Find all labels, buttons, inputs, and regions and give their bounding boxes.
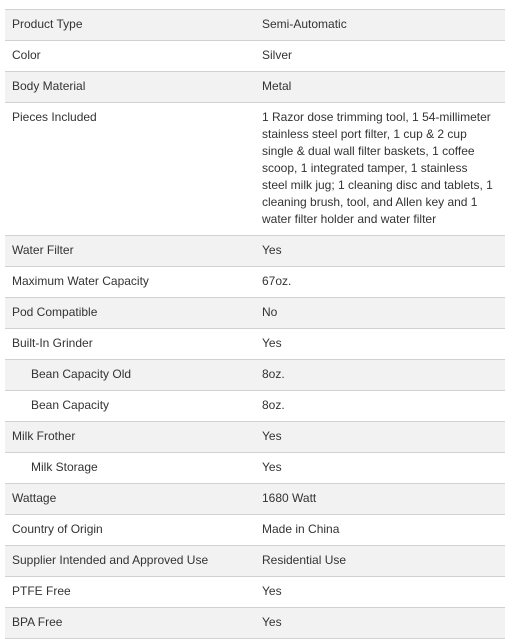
spec-value: 67oz.	[256, 267, 505, 298]
spec-row-max-water-capacity	[5, 267, 505, 298]
spec-row-pieces-included	[5, 103, 505, 236]
spec-label: Pod Compatible	[5, 298, 256, 329]
spec-label: Maximum Water Capacity	[5, 267, 256, 298]
spec-label: BPA Free	[5, 608, 256, 639]
spec-row-bean-capacity	[5, 391, 505, 422]
spec-row-product-type	[5, 10, 505, 41]
spec-label: PTFE Free	[5, 577, 256, 608]
spec-label: Bean Capacity	[5, 391, 256, 422]
spec-value: Semi-Automatic	[256, 10, 505, 41]
spec-label: Body Material	[5, 72, 256, 103]
spec-label: Milk Frother	[5, 422, 256, 453]
spec-value: 1680 Watt	[256, 484, 505, 515]
spec-value: Metal	[256, 72, 505, 103]
spec-label: Milk Storage	[5, 453, 256, 484]
spec-row-milk-frother	[5, 422, 505, 453]
spec-row-country-of-origin	[5, 515, 505, 546]
spec-label: Color	[5, 41, 256, 72]
spec-value: No	[256, 298, 505, 329]
spec-value: Yes	[256, 453, 505, 484]
spec-value: Made in China	[256, 515, 505, 546]
spec-label: Bean Capacity Old	[5, 360, 256, 391]
spec-label: Country of Origin	[5, 515, 256, 546]
spec-row-milk-storage	[5, 453, 505, 484]
spec-row-built-in-grinder	[5, 329, 505, 360]
spec-value: Yes	[256, 608, 505, 639]
spec-label: Pieces Included	[5, 103, 256, 236]
spec-row-wattage	[5, 484, 505, 515]
spec-row-bean-capacity-old	[5, 360, 505, 391]
spec-row-water-filter	[5, 236, 505, 267]
spec-row-intended-use	[5, 546, 505, 577]
spec-value: Silver	[256, 41, 505, 72]
specifications-table	[5, 9, 505, 639]
spec-label: Supplier Intended and Approved Use	[5, 546, 256, 577]
spec-row-bpa-free	[5, 608, 505, 639]
spec-value: Residential Use	[256, 546, 505, 577]
spec-value: 8oz.	[256, 391, 505, 422]
spec-row-ptfe-free	[5, 577, 505, 608]
spec-label: Product Type	[5, 10, 256, 41]
spec-row-pod-compatible	[5, 298, 505, 329]
spec-label: Wattage	[5, 484, 256, 515]
spec-row-color	[5, 41, 505, 72]
spec-value: Yes	[256, 236, 505, 267]
spec-value: 1 Razor dose trimming tool, 1 54-millimeter stainless steel port filter, 1 cup & 2 cup single & dual wall filter baskets, 1 coffee scoop, 1 integrated tamper, 1 stainless steel milk jug; 1 cleaning disc and tablets, 1 cleaning brush, tool, and Allen key and 1 water filter holder and water filter	[256, 103, 505, 236]
spec-value: 8oz.	[256, 360, 505, 391]
spec-label: Built-In Grinder	[5, 329, 256, 360]
spec-value: Yes	[256, 577, 505, 608]
spec-value: Yes	[256, 329, 505, 360]
spec-value: Yes	[256, 422, 505, 453]
spec-row-body-material	[5, 72, 505, 103]
spec-label: Water Filter	[5, 236, 256, 267]
